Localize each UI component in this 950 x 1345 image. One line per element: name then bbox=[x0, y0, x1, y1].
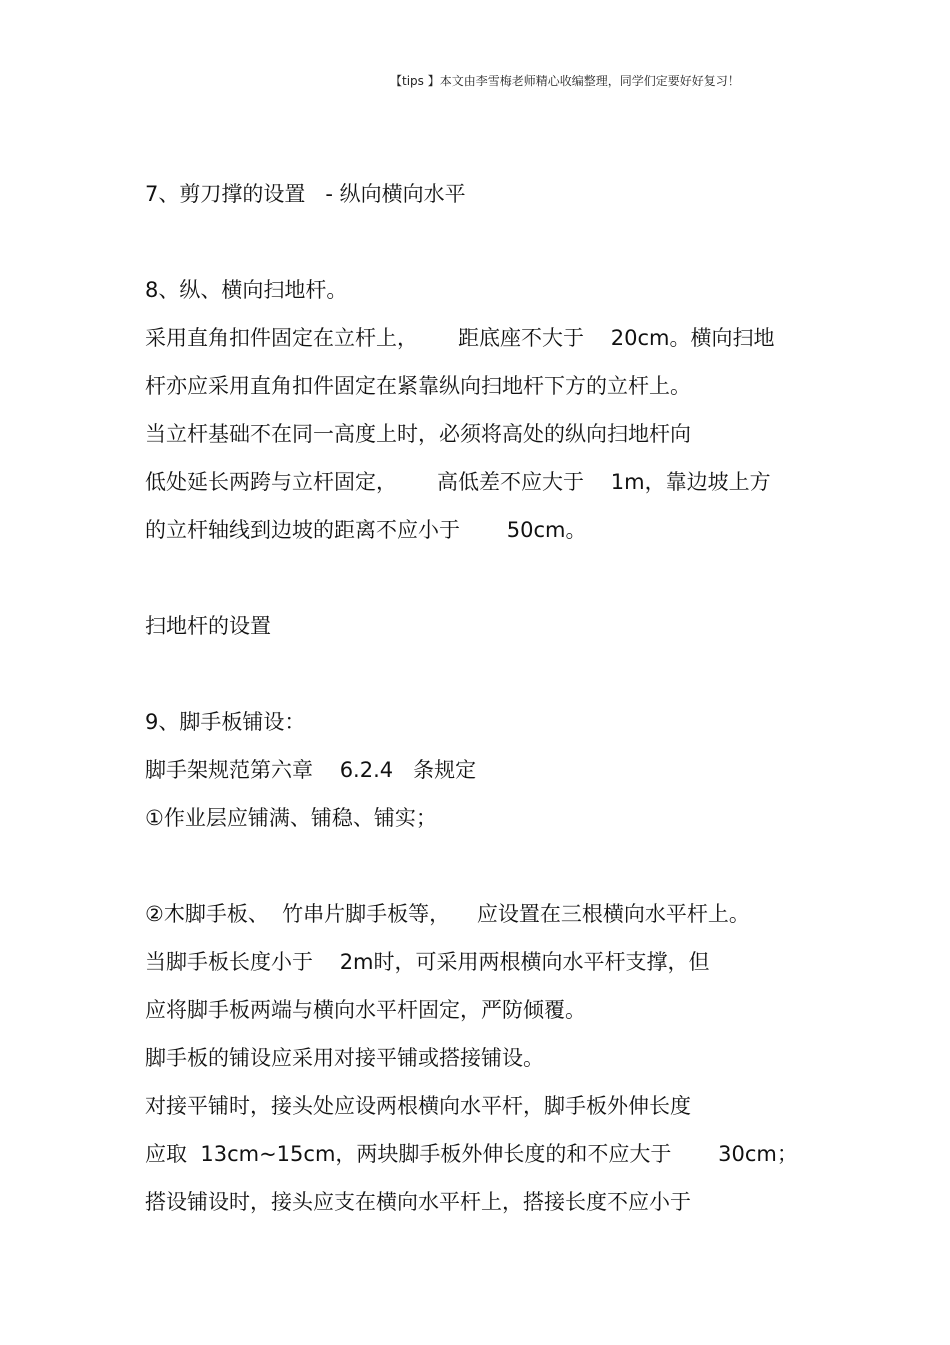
paragraph-line: 当立杆基础不在同一高度上时，必须将高处的纵向扫地杆向 bbox=[145, 422, 691, 446]
paragraph-line: 应取 13cm~15cm，两块脚手板外伸长度的和不应大于 30cm； bbox=[145, 1142, 798, 1166]
paragraph-line: 当脚手板长度小于 2m时，可采用两根横向水平杆支撑，但 bbox=[145, 950, 710, 974]
header-tip-note: 【tips 】本文由李雪梅老师精心收编整理，同学们定要好好复习！ bbox=[390, 74, 740, 88]
subheading-sweep-pole-setup: 扫地杆的设置 bbox=[145, 614, 271, 638]
paragraph-line: 杆亦应采用直角扣件固定在紧靠纵向扫地杆下方的立杆上。 bbox=[145, 374, 691, 398]
heading-sweep-pole: 8、纵、横向扫地杆。 bbox=[145, 278, 348, 302]
paragraph-line: 应将脚手板两端与横向水平杆固定，严防倾覆。 bbox=[145, 998, 586, 1022]
paragraph-line: 的立杆轴线到边坡的距离不应小于 50cm。 bbox=[145, 518, 587, 542]
heading-scaffold-board: 9、脚手板铺设： bbox=[145, 710, 306, 734]
paragraph-line: 脚手板的铺设应采用对接平铺或搭接铺设。 bbox=[145, 1046, 544, 1070]
paragraph-line: 脚手架规范第六章 6.2.4 条规定 bbox=[145, 758, 477, 782]
list-item: ①作业层应铺满、铺稳、铺实； bbox=[145, 806, 437, 830]
list-item: ②木脚手板、 竹串片脚手板等， 应设置在三根横向水平杆上。 bbox=[145, 902, 750, 926]
paragraph-line: 对接平铺时，接头处应设两根横向水平杆，脚手板外伸长度 bbox=[145, 1094, 691, 1118]
heading-scissor-brace: 7、剪刀撑的设置 - 纵向横向水平 bbox=[145, 182, 466, 206]
paragraph-line: 低处延长两跨与立杆固定， 高低差不应大于 1m，靠边坡上方 bbox=[145, 470, 771, 494]
paragraph-line: 搭设铺设时，接头应支在横向水平杆上，搭接长度不应小于 bbox=[145, 1190, 691, 1214]
paragraph-line: 采用直角扣件固定在立杆上， 距底座不大于 20cm。横向扫地 bbox=[145, 326, 775, 350]
